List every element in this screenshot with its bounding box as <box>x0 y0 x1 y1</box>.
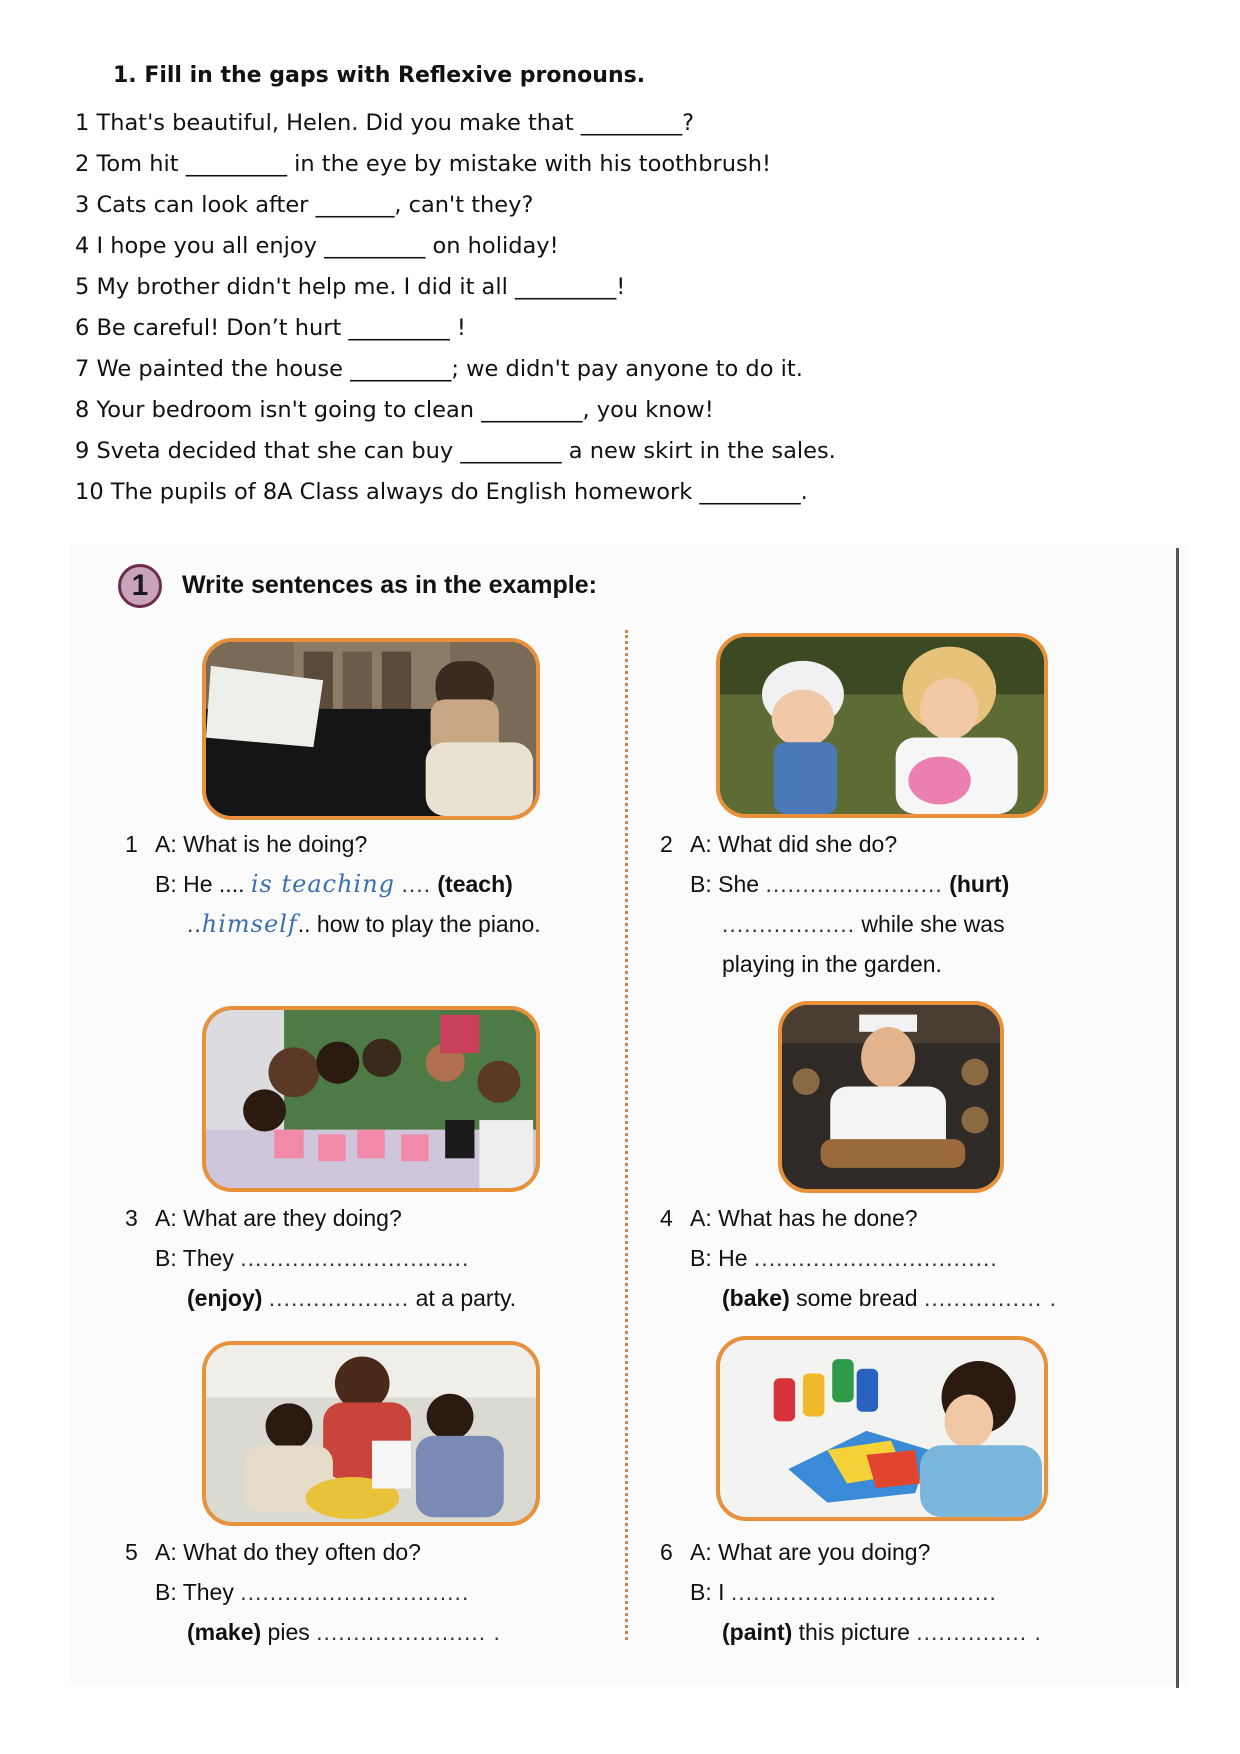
question-a: A: What do they often do? <box>155 1539 421 1565</box>
item-number: 6 <box>660 1539 673 1565</box>
exercise-1-list <box>75 103 836 513</box>
item-number: 4 <box>660 1205 673 1231</box>
item-number: 1 <box>125 831 138 857</box>
exercise-2-item-6 <box>660 1532 1140 1652</box>
exercise-1-item: 6 Be careful! Don’t hurt _________ ! <box>75 315 466 341</box>
exercise-1-item: 8 Your bedroom isn't going to clean _________, you know! <box>75 397 714 423</box>
answer-text: at a party. <box>415 1285 517 1311</box>
item-number: 3 <box>125 1205 138 1231</box>
photo-boy-piano <box>202 638 540 820</box>
answer-b <box>155 1238 469 1278</box>
question-a: A: What is he doing? <box>155 831 368 857</box>
answer-prefix: B: I <box>690 1579 725 1605</box>
answer-c <box>722 1612 1042 1652</box>
answer-prefix: B: She <box>690 871 760 897</box>
exercise-1-heading: 1. Fill in the gaps with Reflexive pronouns. <box>113 63 646 88</box>
answer-dots: .................. <box>722 911 856 937</box>
item-number: 5 <box>125 1539 138 1565</box>
answer-c <box>187 1612 501 1652</box>
answer-text: this picture <box>798 1619 910 1645</box>
exercise-1-item: 10 The pupils of 8A Class always do English homework _________. <box>75 479 808 505</box>
answer-dots: ....................... . <box>316 1619 501 1645</box>
answer-dots: ............................... <box>240 1245 470 1271</box>
photo-baker <box>778 1001 1004 1193</box>
answer-text: while she was <box>861 911 1005 937</box>
exercise-1-item: 9 Sveta decided that she can buy _________ a new skirt in the sales. <box>75 438 836 464</box>
verb-hint: (bake) <box>722 1285 790 1311</box>
answer-c <box>722 1278 1057 1318</box>
photo-crying-child <box>716 633 1048 818</box>
item-number: 2 <box>660 831 673 857</box>
exercise-2-heading: Write sentences as in the example: <box>182 571 597 599</box>
answer-prefix: B: They <box>155 1579 234 1605</box>
photo-party-children <box>202 1006 540 1192</box>
question-a: A: What are they doing? <box>155 1205 402 1231</box>
question-a: A: What are you doing? <box>690 1539 931 1565</box>
answer-prefix: B: He .... <box>155 871 245 897</box>
answer-dots: .................................... <box>730 1579 997 1605</box>
exercise-1-item: 2 Tom hit _________ in the eye by mistake with his toothbrush! <box>75 151 771 177</box>
answer-b <box>690 864 1009 904</box>
verb-hint: (make) <box>187 1619 262 1645</box>
answer-dots: ............................... <box>240 1579 470 1605</box>
exercise-2-item-4 <box>660 1198 1140 1318</box>
answer-b <box>690 1572 997 1612</box>
verb-hint: (hurt) <box>949 871 1010 897</box>
answer-d: playing in the garden. <box>722 951 942 977</box>
column-divider <box>625 630 628 1640</box>
exercise-2-number-badge: 1 <box>118 564 162 608</box>
exercise-2-item-5 <box>125 1532 605 1652</box>
answer-dots: ............... . <box>916 1619 1042 1645</box>
exercise-1-item: 7 We painted the house _________; we didn't pay anyone to do it. <box>75 356 803 382</box>
answer-dots: ........................ <box>765 871 943 897</box>
answer-c <box>187 904 541 944</box>
verb-hint: (paint) <box>722 1619 793 1645</box>
answer-dots: ................ . <box>924 1285 1058 1311</box>
answer-b <box>155 1572 469 1612</box>
exercise-2-item-2 <box>660 824 1140 984</box>
exercise-2-item-3 <box>125 1198 605 1318</box>
answer-dots: .. <box>187 911 202 937</box>
exercise-2-item-1 <box>125 824 605 944</box>
question-a: A: What has he done? <box>690 1205 918 1231</box>
answer-c <box>722 904 1005 944</box>
answer-prefix: B: They <box>155 1245 234 1271</box>
handwritten-answer: himself <box>201 910 298 938</box>
photo-family-baking <box>202 1341 540 1526</box>
answer-text: pies <box>267 1619 310 1645</box>
exercise-1-item: 1 That's beautiful, Helen. Did you make that _________? <box>75 110 695 136</box>
photo-girl-painting <box>716 1336 1048 1521</box>
answer-dots: ................................. <box>753 1245 998 1271</box>
answer-dots: .... <box>401 871 431 897</box>
answer-b <box>690 1238 998 1278</box>
answer-c <box>187 1278 516 1318</box>
answer-text: some bread <box>796 1285 918 1311</box>
answer-b <box>155 864 513 904</box>
answer-dots: ................... <box>268 1285 410 1311</box>
handwritten-answer: is teaching <box>250 870 396 898</box>
page-edge-rule <box>1176 548 1179 1688</box>
answer-prefix: B: He <box>690 1245 748 1271</box>
exercise-1-item: 5 My brother didn't help me. I did it all _________! <box>75 274 626 300</box>
exercise-1-item: 4 I hope you all enjoy _________ on holiday! <box>75 233 559 259</box>
exercise-1-item: 3 Cats can look after _______, can't they? <box>75 192 534 218</box>
question-a: A: What did she do? <box>690 831 898 857</box>
verb-hint: (enjoy) <box>187 1285 263 1311</box>
verb-hint: (teach) <box>437 871 513 897</box>
answer-suffix: .. how to play the piano. <box>297 911 541 937</box>
